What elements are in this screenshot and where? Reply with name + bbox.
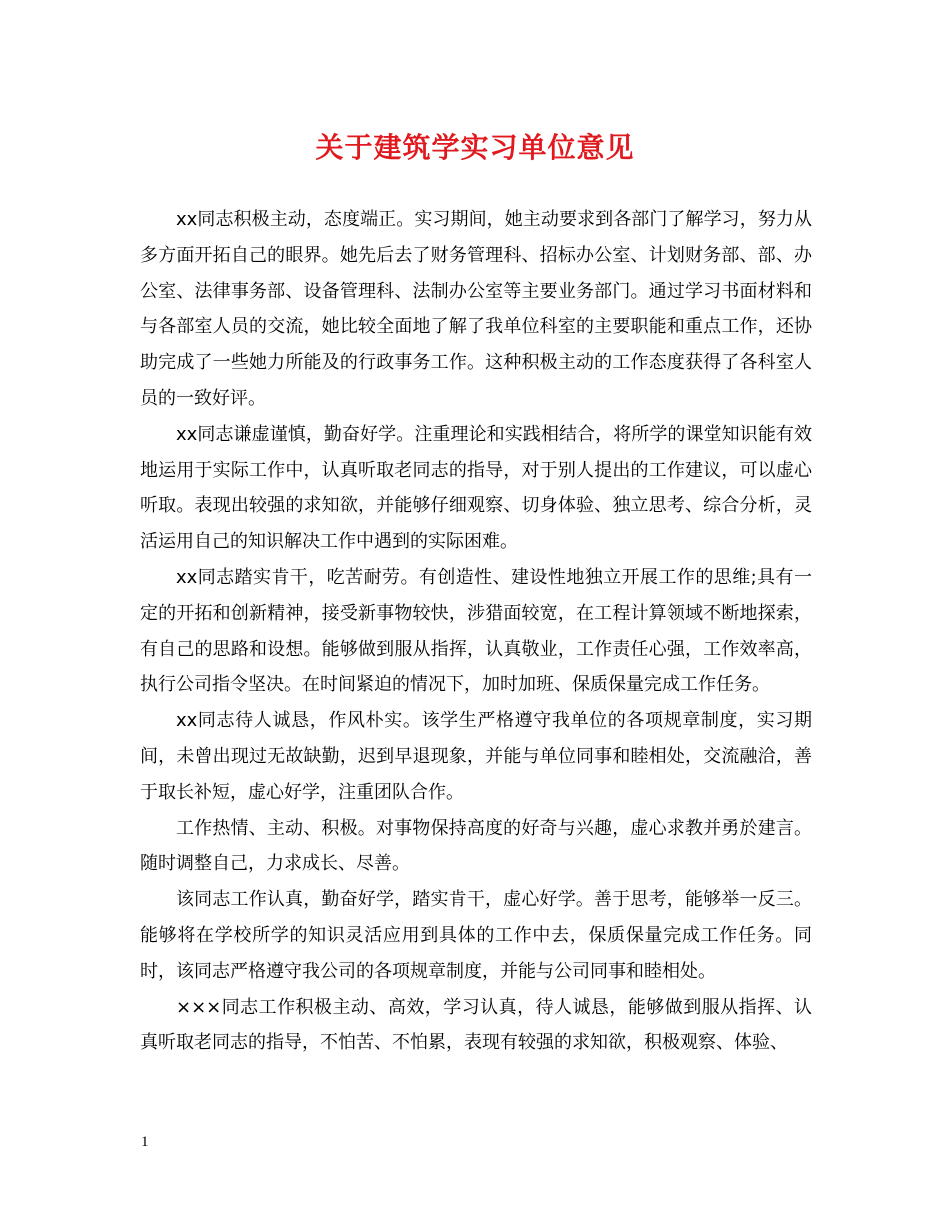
page-number: 1 (141, 1134, 149, 1150)
paragraph-4: xx同志待人诚恳，作风朴实。该学生严格遵守我单位的各项规章制度，实习期间，未曾出现过无故缺勤，迟到早退现象，并能与单位同事和睦相处，交流融洽，善于取长补短，虚心好学，注重团队合作。 (140, 710, 812, 803)
paragraph-3: xx同志踏实肯干，吃苦耐劳。有创造性、建设性地独立开展工作的思维;具有一定的开拓和创新精神，接受新事物较快，涉猎面较宽，在工程计算领域不断地探索，有自己的思路和设想。能够做到服从指挥，认真敬业，工作责任心强，工作效率高，执行公司指令坚决。在时间紧迫的情况下，加时加班、保质保量完成工作任务。 (140, 566, 812, 696)
document-title: 关于建筑学实习单位意见 (315, 131, 635, 164)
paragraph-2: xx同志谦虚谨慎，勤奋好学。注重理论和实践相结合，将所学的课堂知识能有效地运用于实际工作中，认真听取老同志的指导，对于别人提出的工作建议，可以虚心听取。表现出较强的求知欲，并能够仔细观察、切身体验、独立思考、综合分析，灵活运用自己的知识解决工作中遇到的实际困难。 (140, 423, 812, 553)
document-body (140, 202, 812, 1061)
paragraph-5: 工作热情、主动、积极。对事物保持高度的好奇与兴趣，虚心求教并勇於建言。随时调整自己，力求成长、尽善。 (140, 817, 812, 875)
paragraph-7: ×××同志工作积极主动、高效，学习认真，待人诚恳，能够做到服从指挥、认真听取老同志的指导，不怕苦、不怕累，表现有较强的求知欲，积极观察、体验、 (140, 996, 812, 1054)
paragraph-1: xx同志积极主动，态度端正。实习期间，她主动要求到各部门了解学习，努力从多方面开拓自己的眼界。她先后去了财务管理科、招标办公室、计划财务部、部、办公室、法律事务部、设备管理科、法制办公室等主要业务部门。通过学习书面材料和与各部室人员的交流，她比较全面地了解了我单位科室的主要职能和重点工作，还协助完成了一些她力所能及的行政事务工作。这种积极主动的工作态度获得了各科室人员的一致好评。 (140, 209, 812, 409)
paragraph-6: 该同志工作认真，勤奋好学，踏实肯干，虚心好学。善于思考，能够举一反三。能够将在学校所学的知识灵活应用到具体的工作中去，保质保量完成工作任务。同时，该同志严格遵守我公司的各项规章制度，并能与公司同事和睦相处。 (140, 889, 812, 982)
